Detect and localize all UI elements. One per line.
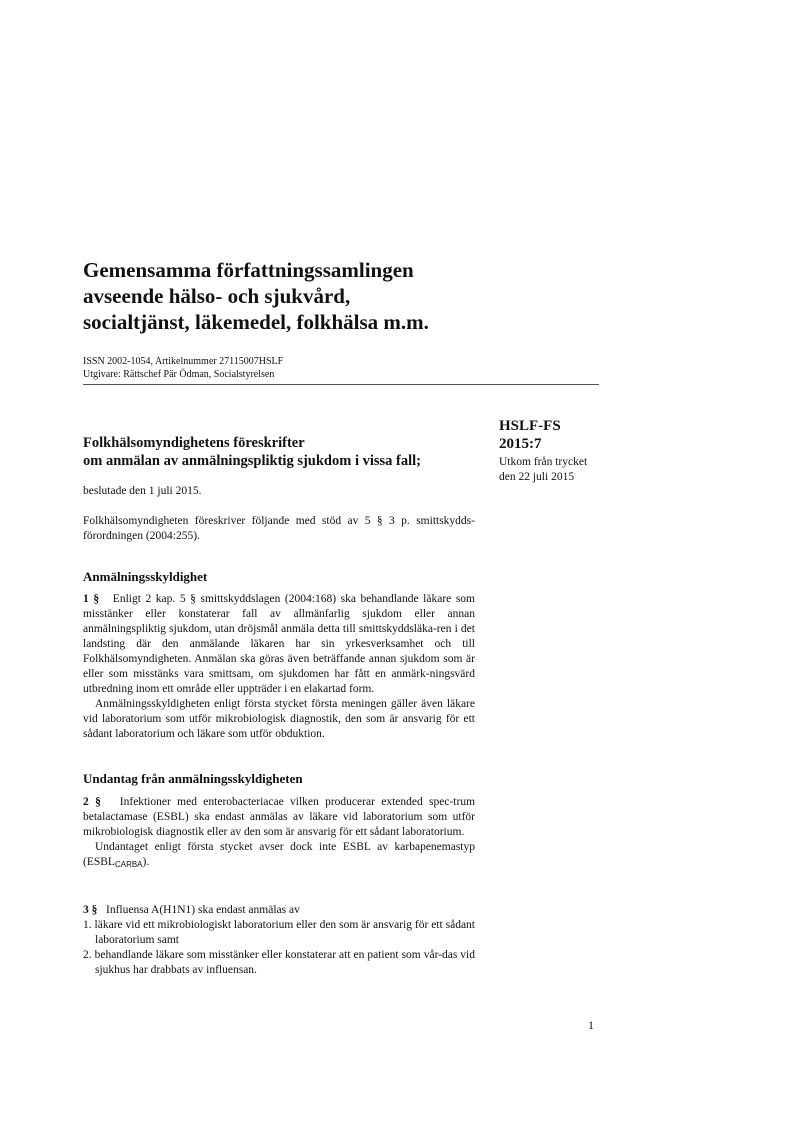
section-heading-reporting: Anmälningsskyldighet	[83, 569, 208, 584]
series-code: HSLF-FS	[499, 418, 561, 434]
intro-paragraph	[83, 514, 475, 544]
paragraph-number: 1 §	[83, 593, 100, 605]
paragraph-2	[83, 795, 475, 872]
paragraph-body: Enligt 2 kap. 5 § smittskyddslagen (2004:168) ska behandlande läkare som misstänker eller konstaterar fall av allmänfarlig sjukdom eller annan anmälningspliktig sjukdom, utan dröjsmål anmäla detta till smittskyddsläka-ren i det landsting där den anmälande läkaren har sin yrkesverksamhet och till Folkhälsomyndigheten. Anmälan ska göras även beträffande annan sjukdom som är eller som misstänks vara smittsam, om sjukdomen har fått en anmärk-ningsvärd utbredning inom ett område eller uppträder i en elakartad form.	[83, 593, 476, 695]
paragraph-body: Influensa A(H1N1) ska endast anmälas av	[106, 904, 300, 916]
paragraph-1-continuation: Anmälningsskyldigheten enligt första stycket första meningen gäller även läkare vid laboratorium som utför mikrobiologisk diagnostik, den som är ansvarig för ett sådant laboratorium och läkare som utför obduktion.	[83, 698, 475, 740]
paragraph-number: 3 §	[83, 904, 98, 916]
paragraph-3	[83, 903, 475, 978]
published-label: Utkom från trycket	[499, 456, 588, 468]
paragraph-1-text	[83, 592, 475, 697]
publication-meta	[83, 355, 283, 381]
paragraph-2-text	[83, 795, 475, 840]
published-value: den 22 juli 2015	[499, 471, 575, 483]
document-title	[83, 434, 483, 470]
collection-title-line: socialtjänst, läkemedel, folkhälsa m.m.	[83, 310, 429, 334]
paragraph-body: Infektioner med enterobacteriacae vilken producerar extended spec-trum betalactamase (ESBL) ska endast anmälas av läkare vid laboratorium som utför mikrobiologisk diagnostik eller av den som är ansvarig för ett sådant laboratorium.	[83, 796, 476, 838]
paragraph-number: 2 §	[83, 796, 101, 808]
series-number: 2015:7	[499, 436, 542, 452]
collection-title-line: Gemensamma författningssamlingen	[83, 258, 414, 282]
published-date	[499, 455, 609, 485]
publisher-line: Utgivare: Rättschef Pär Ödman, Socialstyrelsen	[83, 369, 275, 380]
paragraph-3-text	[83, 903, 475, 918]
esbl-subscript: CARBA	[114, 860, 143, 869]
decision-date-text: beslutade den 1 juli 2015.	[83, 485, 202, 497]
document-title-line-2: om anmälan av anmälningspliktig sjukdom i vissa fall;	[83, 453, 422, 469]
esbl-close: ).	[142, 856, 150, 868]
list-item: 2. behandlande läkare som misstänker eller konstaterar att en patient som vår-das vid sjukhus har drabbats av influensan.	[83, 949, 475, 976]
esbl-text: Undantaget enligt första stycket avser dock inte ESBL av karbapenemastyp (ESBL	[83, 841, 475, 868]
paragraph-2-continuation	[83, 840, 475, 872]
decision-date	[83, 484, 475, 499]
document-title-line-1: Folkhälsomyndighetens föreskrifter	[83, 435, 305, 451]
exception-list	[83, 918, 475, 978]
header-divider	[83, 384, 599, 385]
collection-title-line: avseende hälso- och sjukvård,	[83, 284, 351, 308]
intro-text: Folkhälsomyndigheten föreskriver följande med stöd av 5 § 3 p. smittskydds-förordningen (2004:255).	[83, 515, 475, 542]
series-sidebar	[499, 417, 609, 485]
page-number: 1	[588, 1018, 594, 1032]
issn-line: ISSN 2002-1054, Artikelnummer 27115007HSLF	[83, 356, 284, 367]
list-item: 1. läkare vid ett mikrobiologiskt laboratorium eller den som är ansvarig för ett sådant laboratorium samt	[83, 919, 475, 946]
paragraph-1	[83, 592, 475, 742]
section-heading-exceptions: Undantag från anmälningsskyldigheten	[83, 771, 303, 786]
collection-title	[83, 257, 603, 335]
